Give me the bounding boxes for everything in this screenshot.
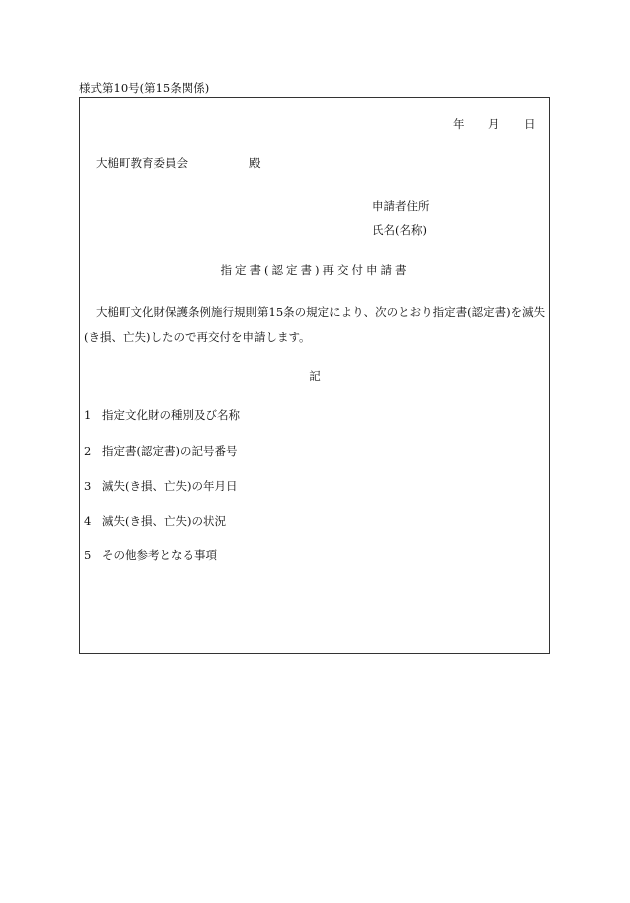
item-number: 1 <box>84 408 92 422</box>
item-label: 滅失(き損、亡失)の状況 <box>102 514 226 528</box>
item-number: 4 <box>84 514 92 528</box>
body-line-2: 失(き損、亡失)したので再交付を申請します。 <box>84 305 546 344</box>
item-number: 2 <box>84 444 92 458</box>
list-item <box>84 407 240 423</box>
item-number: 3 <box>84 479 92 493</box>
form-number-header: 様式第10号(第15条関係) <box>79 81 210 95</box>
list-item <box>84 478 237 494</box>
ki-heading: 記 <box>309 369 321 383</box>
item-label: 指定書(認定書)の記号番号 <box>102 444 238 458</box>
item-label: 滅失(き損、亡失)の年月日 <box>102 479 238 493</box>
applicant-name-label: 氏名(名称) <box>372 223 427 237</box>
list-item <box>84 513 226 529</box>
addressee-honorific: 殿 <box>249 156 261 170</box>
addressee-name: 大槌町教育委員会 <box>96 156 188 170</box>
list-item <box>84 547 217 563</box>
body-paragraph <box>84 300 548 350</box>
item-label: その他参考となる事項 <box>102 548 217 562</box>
date-year-label: 年 <box>453 117 465 131</box>
body-line-1: 大槌町文化財保護条例施行規則第15条の規定により、次のとおり指定書(認定書)を滅 <box>96 305 534 319</box>
list-item <box>84 443 237 459</box>
item-label: 指定文化財の種別及び名称 <box>102 408 240 422</box>
document-title: 指定書(認定書)再交付申請書 <box>220 263 410 277</box>
applicant-address-label: 申請者住所 <box>372 199 430 213</box>
item-number: 5 <box>84 548 92 562</box>
date-day-label: 日 <box>524 117 536 131</box>
date-month-label: 月 <box>488 117 500 131</box>
